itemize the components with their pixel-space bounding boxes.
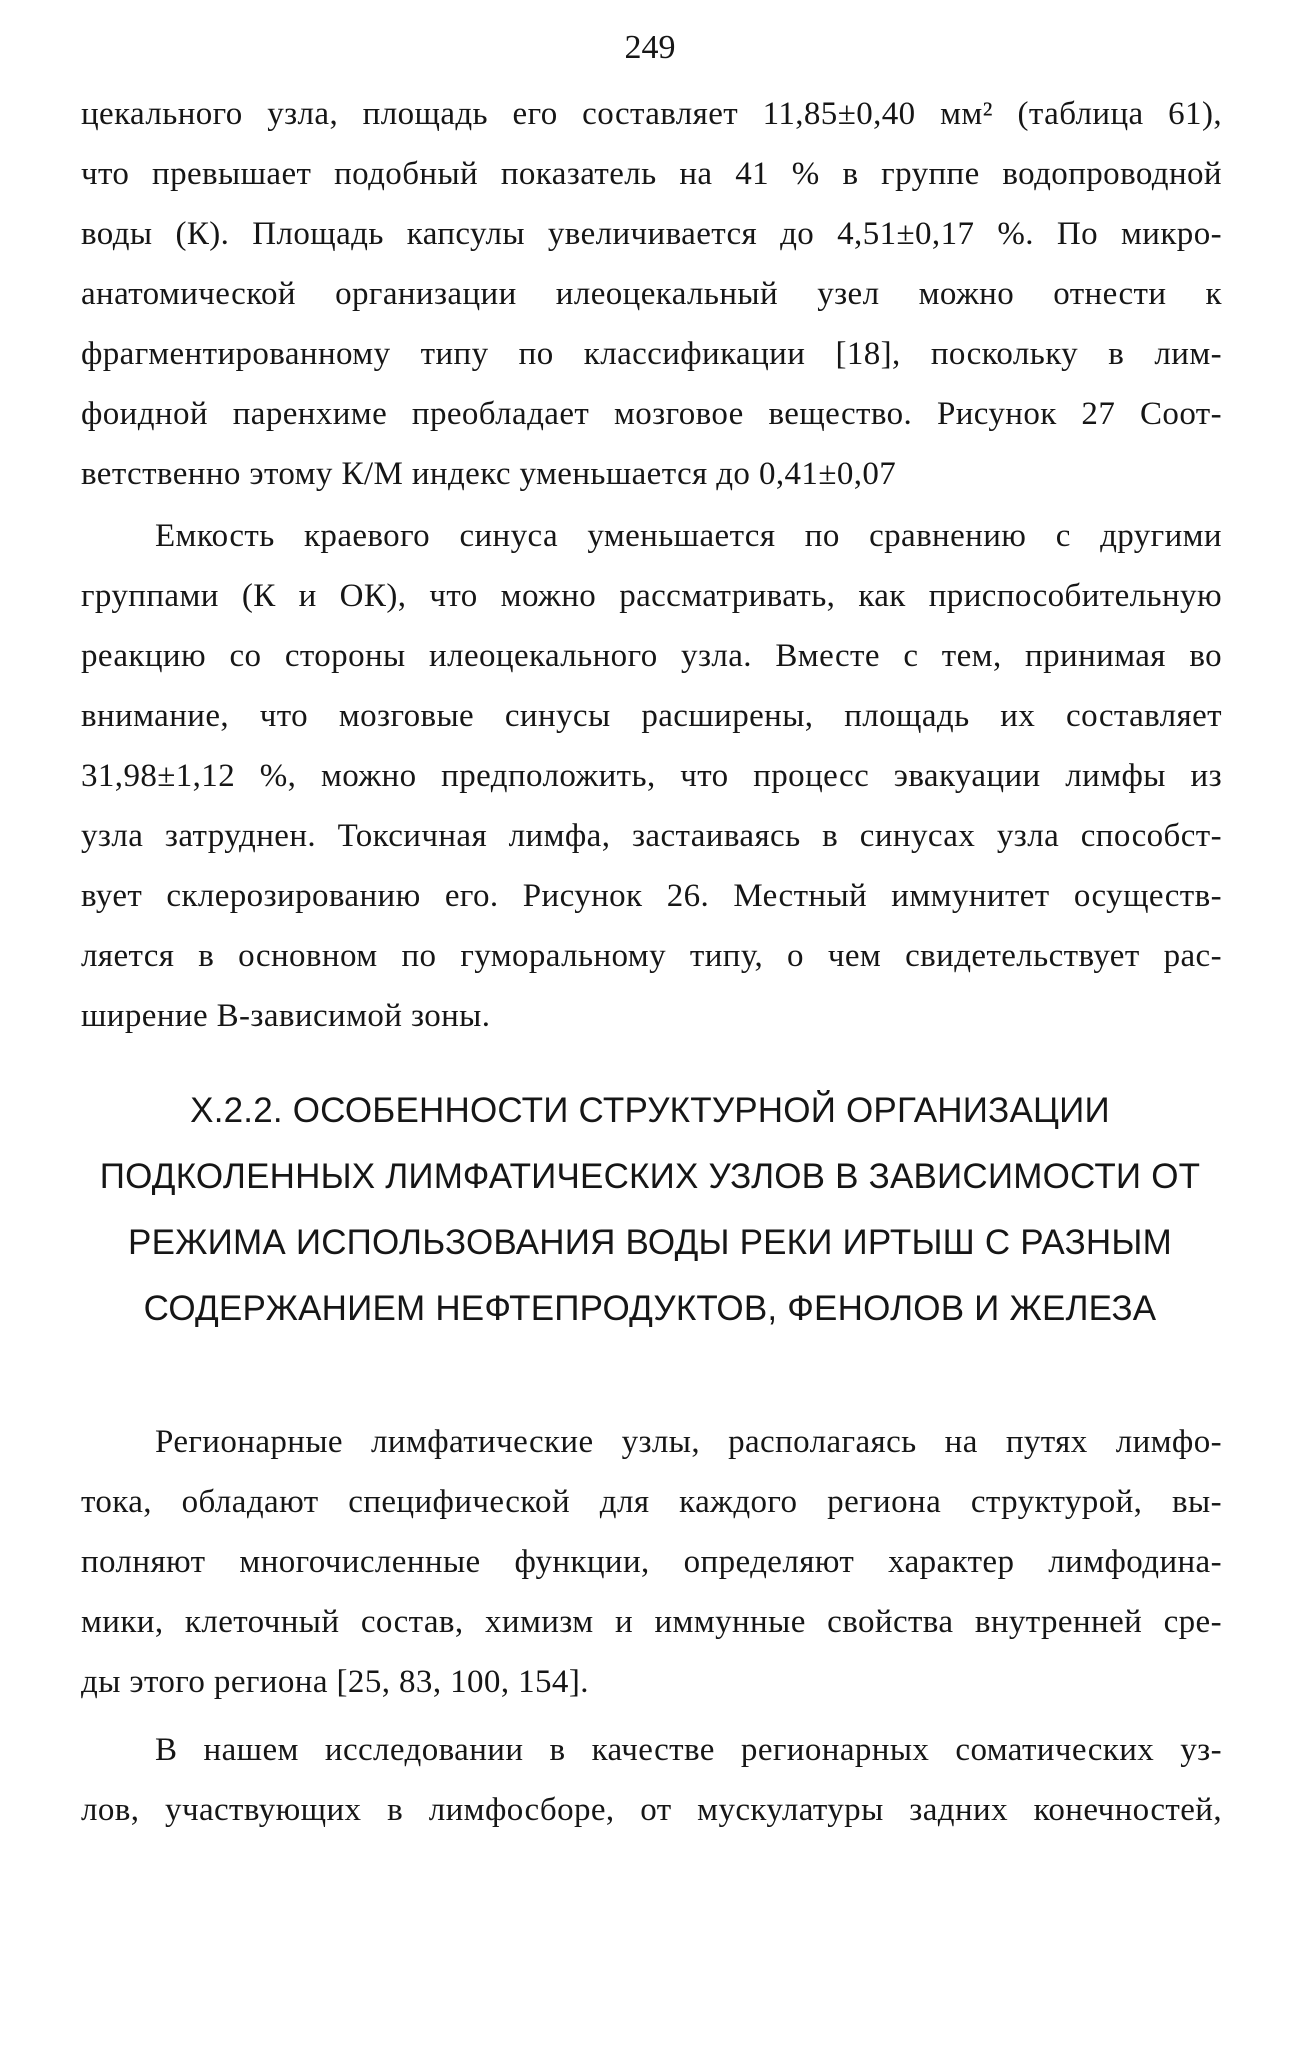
text-line: вует склерозированию его. Рисунок 26. Местный иммунитет осуществ- [81, 878, 1222, 914]
heading-line: X.2.2. ОСОБЕННОСТИ СТРУКТУРНОЙ ОРГАНИЗАЦИИ [190, 1091, 1110, 1130]
text-line: ширение В-зависимой зоны. [81, 998, 491, 1034]
text-line: ляется в основном по гуморальному типу, о чем свидетельствует рас- [81, 938, 1222, 974]
text-line: В нашем исследовании в качестве регионарных соматических уз- [155, 1732, 1222, 1768]
text-line: воды (К). Площадь капсулы увеличивается до 4,51±0,17 %. По микро- [81, 216, 1222, 252]
text-line: ды этого региона [25, 83, 100, 154]. [81, 1664, 589, 1700]
heading-line: ПОДКОЛЕННЫХ ЛИМФАТИЧЕСКИХ УЗЛОВ В ЗАВИСИМОСТИ ОТ [99, 1157, 1201, 1196]
text-line: 31,98±1,12 %, можно предположить, что процесс эвакуации лимфы из [81, 758, 1222, 794]
text-line: Регионарные лимфатические узлы, располагаясь на путях лимфо- [155, 1424, 1222, 1460]
text-line: реакцию со стороны илеоцекального узла. Вместе с тем, принимая во [81, 638, 1222, 674]
text-line: лов, участвующих в лимфосборе, от мускулатуры задних конечностей, [81, 1792, 1222, 1828]
page-number: 249 [624, 29, 676, 66]
paragraph-our-study [81, 1720, 1222, 1840]
text-line: фоидной паренхиме преобладает мозговое вещество. Рисунок 27 Соот- [81, 396, 1222, 432]
text-line: узла затруднен. Токсичная лимфа, застаиваясь в синусах узла способст- [81, 818, 1222, 854]
text-line: полняют многочисленные функции, определяют характер лимфодина- [81, 1544, 1222, 1580]
text-line: мики, клеточный состав, химизм и иммунные свойства внутренней сре- [81, 1604, 1222, 1640]
text-line: внимание, что мозговые синусы расширены, площадь их составляет [81, 698, 1222, 734]
text-line: ветственно этому К/М индекс уменьшается до 0,41±0,07 [81, 456, 897, 492]
paragraph-regional-lymph-nodes [81, 1412, 1222, 1712]
heading-line: СОДЕРЖАНИЕМ НЕФТЕПРОДУКТОВ, ФЕНОЛОВ И ЖЕЛЕЗА [143, 1289, 1157, 1328]
text-line: тока, обладают специфической для каждого региона структурой, вы- [81, 1484, 1222, 1520]
paragraph-marginal-sinus [81, 506, 1222, 1046]
text-line: цекального узла, площадь его составляет 11,85±0,40 мм² (таблица 61), [81, 96, 1222, 132]
text-line: Емкость краевого синуса уменьшается по сравнению с другими [155, 518, 1222, 554]
heading-line: РЕЖИМА ИСПОЛЬЗОВАНИЯ ВОДЫ РЕКИ ИРТЫШ С РАЗНЫМ [128, 1223, 1172, 1262]
section-heading [0, 1078, 1300, 1342]
text-line: что превышает подобный показатель на 41 % в группе водопроводной [81, 156, 1222, 192]
text-line: группами (К и ОК), что можно рассматривать, как приспособительную [81, 578, 1222, 614]
paragraph-ileocecal-node-area [81, 84, 1222, 504]
text-line: анатомической организации илеоцекальный узел можно отнести к [81, 276, 1222, 312]
text-line: фрагментированному типу по классификации [18], поскольку в лим- [81, 336, 1222, 372]
